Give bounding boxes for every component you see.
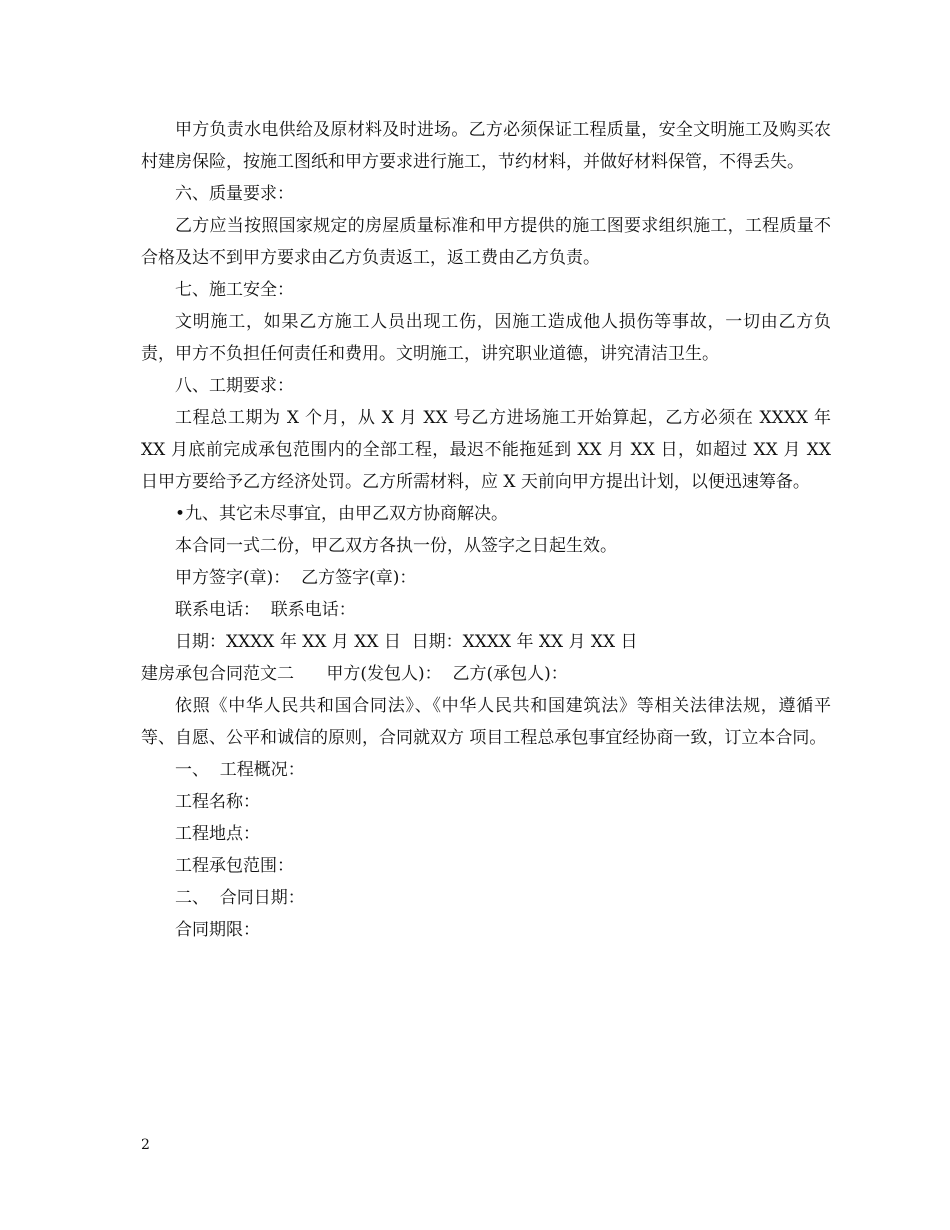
contract-two-title-line: 建房承包合同范文二 甲方(发包人)： 乙方(承包人)：: [141, 664, 568, 684]
phone-line: 联系电话： 联系电话：: [175, 600, 356, 620]
field-project-scope: 工程承包范围：: [175, 856, 294, 876]
paragraph-schedule-requirements: 工程总工期为 X 个月，从 X 月 XX 号乙方进场施工开始算起，乙方必须在 XXXX 年 XX 月底前完成承包范围内的全部工程，最迟不能拖延到 XX 月 XX 日，如超过 XX 月 XX 日甲方要给予乙方经济处罚。乙方所需材料，应 X 天前向甲方提出计划，以便迅速筹备。: [141, 408, 837, 492]
heading-construction-safety: 七、施工安全：: [175, 280, 294, 300]
paragraph-contract-basis: 依照《中华人民共和国合同法》、《中华人民共和国建筑法》等相关法律法规，遵循平等、自愿、公平和诚信的原则，合同就双方 项目工程总承包事宜经协商一致，订立本合同。: [141, 696, 831, 748]
field-contract-term: 合同期限：: [175, 920, 260, 940]
paragraph-other-matters: •九、其它未尽事宜，由甲乙双方协商解决。: [175, 504, 509, 524]
paragraph-materials-responsibility: 甲方负责水电供给及原材料及时进场。乙方必须保证工程质量，安全文明施工及购买农村建房保险，按施工图纸和甲方要求进行施工，节约材料，并做好材料保管，不得丢失。: [141, 120, 831, 172]
date-line: 日期：XXXX 年 XX 月 XX 日 日期：XXXX 年 XX 月 XX 日: [175, 632, 638, 652]
signature-line: 甲方签字(章)： 乙方签字(章)：: [175, 568, 417, 588]
heading-project-overview: 一、 工程概况：: [175, 760, 305, 780]
paragraph-contract-copies: 本合同一式二份，甲乙双方各执一份，从签字之日起生效。: [175, 536, 617, 556]
heading-schedule-requirements: 八、工期要求：: [175, 376, 294, 396]
heading-contract-dates: 二、 合同日期：: [175, 888, 305, 908]
document-body: [141, 114, 837, 946]
paragraph-quality-requirements: 乙方应当按照国家规定的房屋质量标准和甲方提供的施工图要求组织施工，工程质量不合格及达不到甲方要求由乙方负责返工，返工费由乙方负责。: [141, 216, 831, 268]
page-number: 2: [141, 1137, 150, 1153]
field-project-name: 工程名称：: [175, 792, 260, 812]
heading-quality-requirements: 六、质量要求：: [175, 184, 294, 204]
field-project-location: 工程地点：: [175, 824, 260, 844]
paragraph-construction-safety: 文明施工，如果乙方施工人员出现工伤，因施工造成他人损伤等事故，一切由乙方负责，甲方不负担任何责任和费用。文明施工，讲究职业道德，讲究清洁卫生。: [141, 312, 831, 364]
